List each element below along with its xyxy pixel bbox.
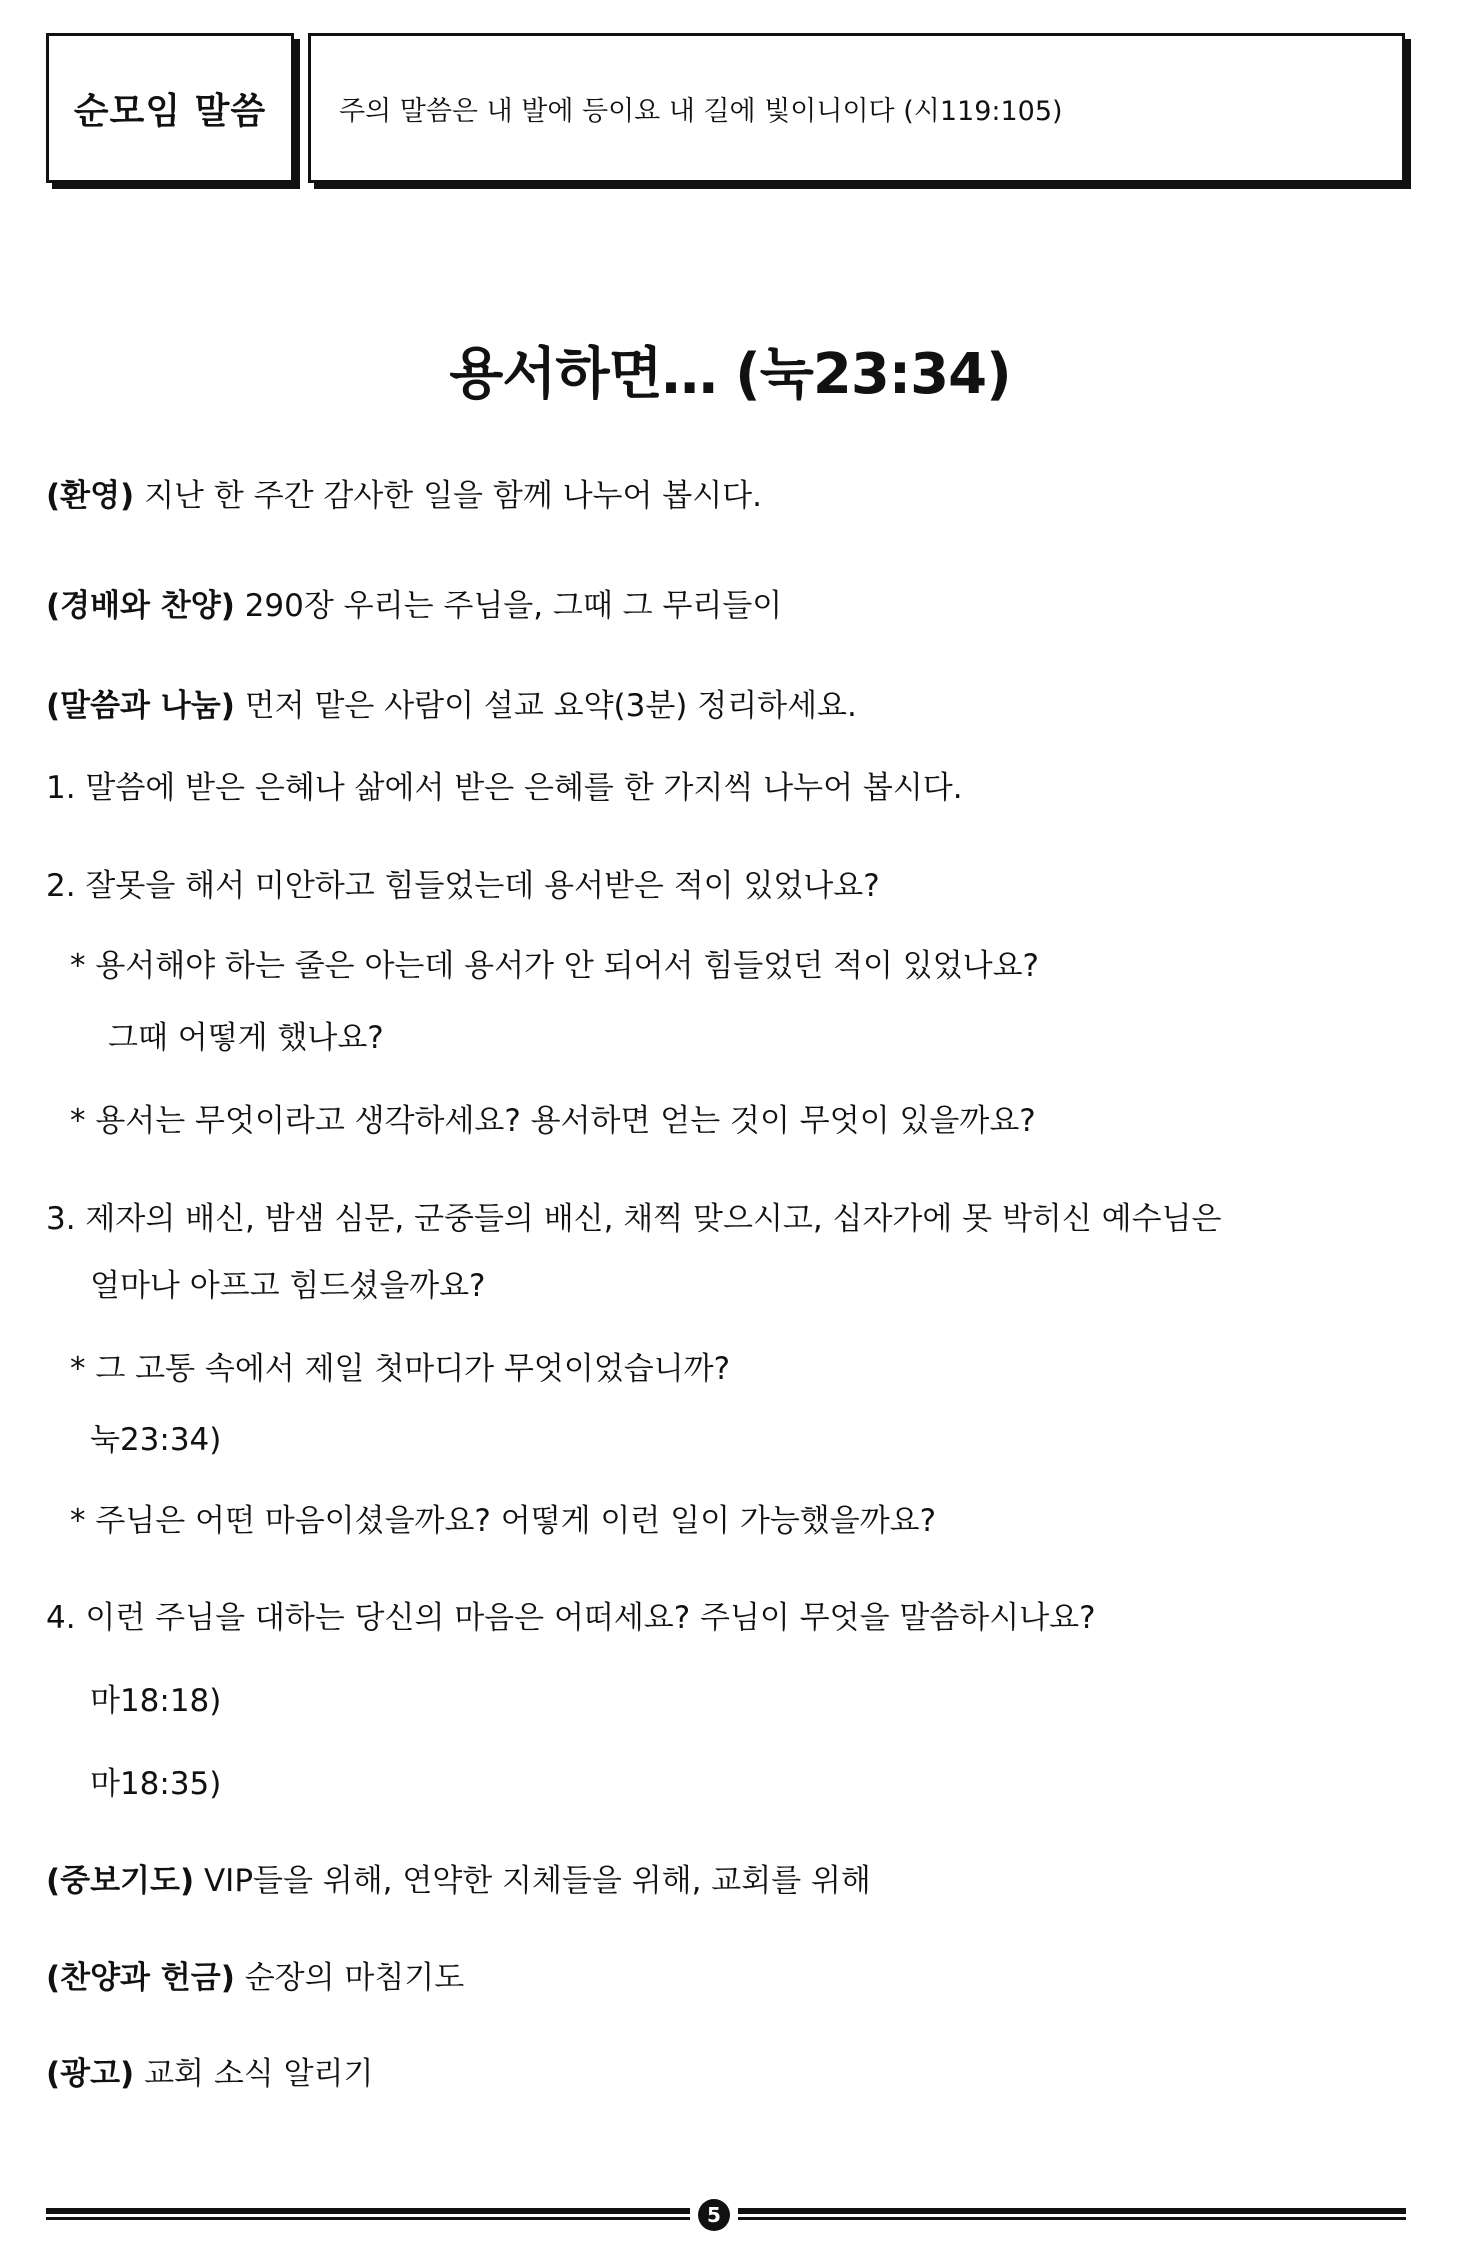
sub-question: * 용서해야 하는 줄은 아는데 용서가 안 되어서 힘들었던 적이 있었나요? <box>70 948 1039 984</box>
question-2: 2. 잘못을 해서 미안하고 힘들었는데 용서받은 적이 있었나요? <box>46 868 880 904</box>
question-1: 1. 말씀에 받은 은혜나 삶에서 받은 은혜를 한 가지씩 나누어 봅시다. <box>46 770 963 806</box>
question-3: 3. 제자의 배신, 밤샘 심문, 군중들의 배신, 채찍 맞으시고, 십자가에 못 박히신 예수님은 <box>46 1201 1222 1237</box>
header-label-box <box>46 33 294 183</box>
section-welcome <box>46 470 762 515</box>
header-label: 순모임 말씀 <box>73 90 267 132</box>
section-text: 순장의 마침기도 <box>234 1960 465 1996</box>
question-3-continued: 얼마나 아프고 힘드셨을까요? <box>90 1268 486 1304</box>
section-tag: (말씀과 나눔) <box>46 688 235 724</box>
section-tag: (중보기도) <box>46 1863 195 1899</box>
section-text: 지난 한 주간 감사한 일을 함께 나누어 봅시다. <box>134 478 762 514</box>
section-tag: (광고) <box>46 2056 135 2092</box>
header-verse-box <box>308 33 1405 183</box>
footer-rule-left <box>46 2208 690 2222</box>
section-tag: (찬양과 헌금) <box>46 1960 235 1996</box>
section-text: 290장 우리는 주님을, 그때 그 무리들이 <box>234 588 783 624</box>
header-verse: 주의 말씀은 내 발에 등이요 내 길에 빛이니이다 (시119:105) <box>339 95 1063 127</box>
scripture-ref: 마18:35) <box>90 1766 222 1802</box>
section-prayer <box>46 1855 871 1900</box>
section-text: 교회 소식 알리기 <box>134 2056 374 2092</box>
sub-question: * 용서는 무엇이라고 생각하세요? 용서하면 얻는 것이 무엇이 있을까요? <box>70 1103 1036 1139</box>
section-worship <box>46 580 782 625</box>
scripture-ref: 마18:18) <box>90 1683 222 1719</box>
sub-question: * 그 고통 속에서 제일 첫마디가 무엇이었습니까? <box>70 1351 731 1387</box>
scripture-ref: 눅23:34) <box>90 1422 222 1458</box>
section-announcements <box>46 2048 373 2093</box>
section-offering <box>46 1952 464 1997</box>
page-number-badge: 5 <box>698 2199 730 2231</box>
question-4: 4. 이런 주님을 대하는 당신의 마음은 어떠세요? 주님이 무엇을 말씀하시나요? <box>46 1600 1096 1636</box>
section-text: 먼저 맡은 사람이 설교 요약(3분) 정리하세요. <box>234 688 857 724</box>
sub-question-continued: 그때 어떻게 했나요? <box>108 1020 384 1056</box>
section-word <box>46 680 857 725</box>
section-tag: (경배와 찬양) <box>46 588 235 624</box>
page-title: 용서하면… (눅23:34) <box>449 342 1011 407</box>
sub-question: * 주님은 어떤 마음이셨을까요? 어떻게 이런 일이 가능했을까요? <box>70 1503 937 1539</box>
section-tag: (환영) <box>46 478 135 514</box>
footer-rule-right <box>738 2208 1406 2222</box>
section-text: VIP들을 위해, 연약한 지체들을 위해, 교회를 위해 <box>194 1863 871 1899</box>
